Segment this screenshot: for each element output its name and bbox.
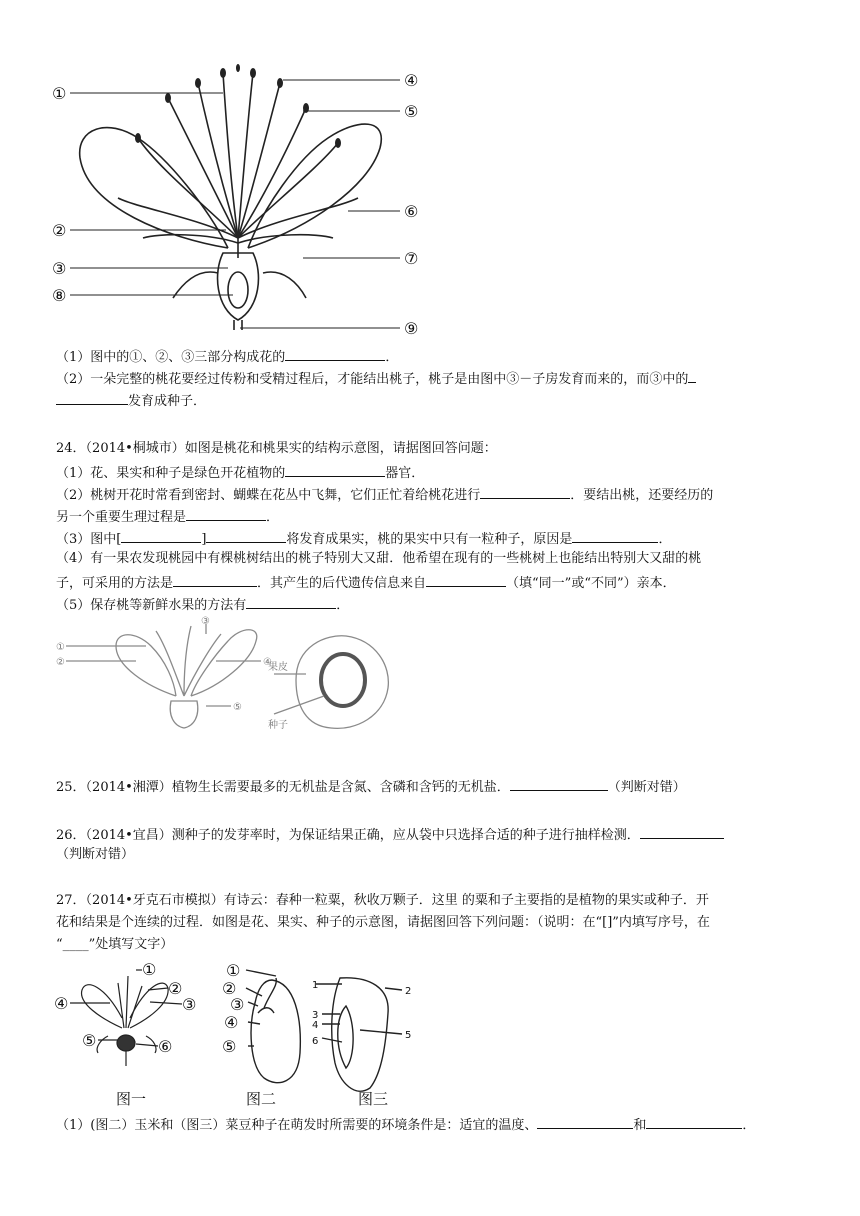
answer-blank[interactable] <box>285 346 385 361</box>
caption-fig3: 图三 <box>358 1090 389 1108</box>
fig27b-label-4: ④ <box>224 1013 239 1032</box>
answer-blank[interactable] <box>56 390 128 405</box>
q24-part5: （5）保存桃等新鲜水果的方法有 ． <box>56 594 349 615</box>
fig24-label-3: ③ <box>201 616 210 627</box>
marker-1: ① <box>52 84 67 103</box>
marker-9: ⑨ <box>404 319 419 338</box>
q25: 25．（2014•湘潭）植物生长需要最多的无机盐是含氮、含磷和含钙的无机盐． （判断对错） <box>56 776 686 797</box>
fig24-label-pericarp: 果皮 <box>268 662 288 673</box>
marker-6: ⑥ <box>404 202 419 221</box>
marker-2: ② <box>52 221 67 240</box>
fig27a-label-5: ⑤ <box>82 1031 97 1050</box>
fig27c-label-3: 3 <box>312 1010 319 1021</box>
marker-3: ③ <box>52 259 67 278</box>
q24-part2-cont: 另一个重要生理过程是 ． <box>56 506 279 527</box>
marker-7: ⑦ <box>404 249 419 268</box>
answer-blank[interactable] <box>173 572 257 587</box>
flower-structure-diagram <box>48 58 438 348</box>
fig27c-label-2: 2 <box>405 986 412 997</box>
fig27c-label-4: 4 <box>312 1020 319 1031</box>
q27-line1: 27．（2014•牙克石市模拟）有诗云：春种一粒粟，秋收万颗子．这里 的粟和子主要指的是植物的果实或种子．开 <box>56 893 709 908</box>
fig27b-label-5: ⑤ <box>222 1037 237 1056</box>
q24-part3: （3）图中[ ] 将发育成果实，桃的果实中只有一粒种子，原因是 ． <box>56 528 671 549</box>
answer-blank[interactable] <box>646 1114 742 1129</box>
fig27b-label-3: ③ <box>230 995 245 1014</box>
answer-blank[interactable] <box>510 776 608 791</box>
peach-flower-fruit-diagram <box>56 616 396 744</box>
fig24-label-2: ② <box>56 657 65 668</box>
answer-blank[interactable] <box>186 506 266 521</box>
answer-blank[interactable] <box>426 572 506 587</box>
fig27b-label-2: ② <box>222 979 237 998</box>
fig27a-label-3: ③ <box>182 995 197 1014</box>
fig27a-label-4: ④ <box>54 994 69 1013</box>
marker-5: ⑤ <box>404 102 419 121</box>
q26-tail: （判断对错） <box>56 847 135 862</box>
answer-blank[interactable] <box>537 1114 633 1129</box>
q23-part2: （2）一朵完整的桃花要经过传粉和受精过程后，才能结出桃子，桃子是由图中③－子房发育而来的，而③中的 <box>56 368 696 389</box>
flower-seed-diagrams <box>50 958 430 1108</box>
q23-part1: （1）图中的①、②、③三部分构成花的 ． <box>56 346 398 367</box>
q27-line3: “____”处填写文字） <box>56 937 174 952</box>
answer-blank[interactable] <box>688 368 696 383</box>
answer-blank[interactable] <box>640 824 724 839</box>
fig24-label-5: ⑤ <box>233 702 242 713</box>
q24-part1: （1）花、果实和种子是绿色开花植物的 器官． <box>56 462 424 483</box>
q27-line2: 花和结果是个连续的过程．如图是花、果实、种子的示意图，请据图回答下列问题：（说明：在“[]”内填写序号，在 <box>56 915 710 930</box>
fig27a-label-2: ② <box>168 979 183 998</box>
q24-part2: （2）桃树开花时常看到密封、蝴蝶在花丛中飞舞，它们正忙着给桃花进行 ．要结出桃，还要经历的 <box>56 484 713 505</box>
marker-8: ⑧ <box>52 286 67 305</box>
q23-part2-cont: 发育成种子． <box>56 390 206 411</box>
fig27c-label-6: 6 <box>312 1036 319 1047</box>
answer-blank[interactable] <box>121 528 201 543</box>
fig27c-label-1: 1 <box>312 980 319 991</box>
q24-part4: （4）有一果农发现桃园中有棵桃树结出的桃子特别大又甜．他希望在现有的一些桃树上也能结出特别大又甜的桃 <box>56 551 702 566</box>
q27-part1: （1）(图二）玉米和（图三）菜豆种子在萌发时所需要的环境条件是：适宜的温度、 和 ． <box>56 1114 755 1135</box>
answer-blank[interactable] <box>206 528 286 543</box>
q24-part4-cont: 子，可采用的方法是 ．其产生的后代遗传信息来自 （填“同一”或“不同”）亲本． <box>56 572 676 593</box>
fig27a-label-6: ⑥ <box>158 1037 173 1056</box>
answer-blank[interactable] <box>285 462 385 477</box>
q26: 26．（2014•宜昌）测种子的发芽率时，为保证结果正确，应从袋中只选择合适的种子进行抽样检测． <box>56 824 724 845</box>
caption-fig2: 图二 <box>246 1090 277 1108</box>
q24-title: 24．（2014•桐城市）如图是桃花和桃果实的结构示意图，请据图回答问题： <box>56 441 497 456</box>
fig27a-label-1: ① <box>142 960 157 979</box>
fig24-label-4: ④ <box>263 657 272 668</box>
fig27c-label-5: 5 <box>405 1030 412 1041</box>
answer-blank[interactable] <box>480 484 570 499</box>
answer-blank[interactable] <box>246 594 336 609</box>
fig24-label-seed: 种子 <box>268 720 288 731</box>
fig24-label-1: ① <box>56 642 65 653</box>
caption-fig1: 图一 <box>116 1090 147 1108</box>
marker-4: ④ <box>404 71 419 90</box>
fig27b-label-1: ① <box>226 961 241 980</box>
answer-blank[interactable] <box>572 528 658 543</box>
